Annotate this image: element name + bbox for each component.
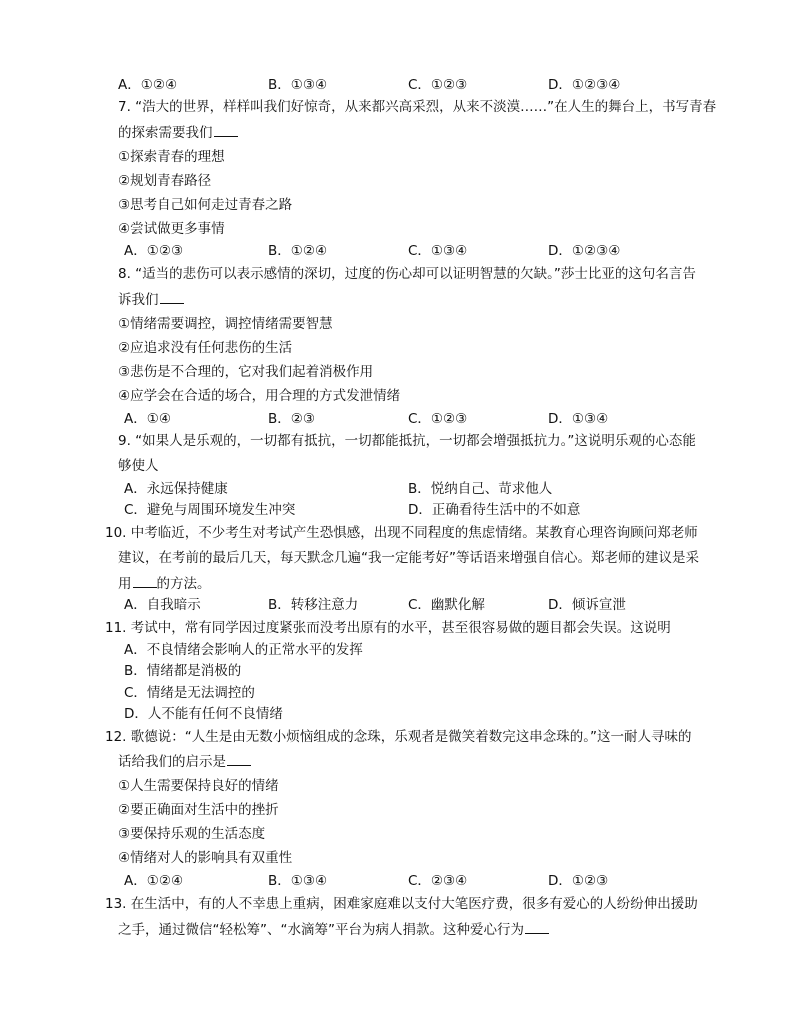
q12-item-3: ③要保持乐观的生活态度: [118, 826, 266, 842]
q11-option-c: C．情绪是无法调控的: [124, 685, 255, 701]
q7-item-2: ②规划青春路径: [118, 173, 212, 189]
q8-option-c: C．①②③: [408, 411, 468, 427]
q11-stem-line1: 11. 考试中，常有同学因过度紧张而没考出原有的水平，甚至很容易做的题目都会失误。这说明: [105, 620, 671, 636]
q8-stem-line2: 诉我们: [118, 290, 184, 309]
q7-option-d: D．①②③④: [548, 243, 621, 259]
q7-item-4: ④尝试做更多事情: [118, 221, 225, 237]
q10-option-c: C．幽默化解: [408, 597, 485, 613]
q6-option-b: B．①③④: [268, 77, 328, 93]
q8-option-a: A．①④: [124, 411, 171, 427]
q7-option-a: A．①②③: [124, 243, 184, 259]
q12-stem-line1: 12. 歌德说：“人生是由无数小烦恼组成的念珠，乐观者是微笑着数完这串念珠的。”这一耐人寻味的: [105, 729, 692, 745]
q9-stem-line1: 9. “如果人是乐观的，一切都有抵抗，一切都能抵抗，一切都会增强抵抗力。”这说明乐观的心态能: [118, 433, 696, 449]
q13-stem-line2: 之手，通过微信“轻松筹”、“水滴筹”平台为病人捐款。这种爱心行为: [118, 920, 549, 939]
q12-stem-line2: 话给我们的启示是: [118, 752, 251, 771]
answer-blank: [227, 752, 251, 766]
q10-option-a: A．自我暗示: [124, 597, 201, 613]
q8-item-4: ④应学会在合适的场合，用合理的方式发泄情绪: [118, 388, 401, 404]
q9-option-c: C．避免与周围环境发生冲突: [124, 502, 296, 518]
answer-blank: [133, 574, 157, 588]
q11-option-a: A．不良情绪会影响人的正常水平的发挥: [124, 642, 363, 658]
q7-stem-line1: 7. “浩大的世界，样样叫我们好惊奇，从来都兴高采烈，从来不淡漠……”在人生的舞台上，书写青春: [118, 99, 717, 115]
q8-item-1: ①情绪需要调控，调控情绪需要智慧: [118, 316, 333, 332]
q9-option-d: D．正确看待生活中的不如意: [408, 502, 581, 518]
q11-option-b: B．情绪都是消极的: [124, 663, 242, 679]
q9-stem-line2: 够使人: [118, 458, 159, 474]
q10-stem-line1: 10. 中考临近，不少考生对考试产生恐惧感，出现不同程度的焦虑情绪。某教育心理咨询顾问郑老师: [105, 525, 698, 541]
answer-blank: [214, 123, 238, 137]
q13-stem-line1: 13. 在生活中，有的人不幸患上重病，困难家庭难以支付大笔医疗费，很多有爱心的人纷纷伸出援助: [105, 896, 698, 912]
q12-option-c: C．②③④: [408, 873, 468, 889]
q10-option-d: D．倾诉宣泄: [548, 597, 626, 613]
q12-option-d: D．①②③: [548, 873, 609, 889]
q7-option-b: B．①②④: [268, 243, 328, 259]
q7-item-1: ①探索青春的理想: [118, 149, 225, 165]
q8-option-d: D．①③④: [548, 411, 609, 427]
answer-blank: [525, 920, 549, 934]
q8-item-3: ③悲伤是不合理的，它对我们起着消极作用: [118, 364, 374, 380]
q12-option-b: B．①③④: [268, 873, 328, 889]
q10-option-b: B．转移注意力: [268, 597, 359, 613]
q7-option-c: C．①③④: [408, 243, 468, 259]
q8-item-2: ②应追求没有任何悲伤的生活: [118, 340, 293, 356]
q6-option-d: D．①②③④: [548, 77, 621, 93]
answer-blank: [160, 290, 184, 304]
q6-option-a: A．①②④: [118, 77, 178, 93]
q9-option-a: A．永远保持健康: [124, 481, 228, 497]
q9-option-b: B．悦纳自己、苛求他人: [408, 481, 553, 497]
q8-stem-line1: 8. “适当的悲伤可以表示感情的深切，过度的伤心却可以证明智慧的欠缺。”莎士比亚的这句名言告: [118, 266, 696, 282]
q10-stem-line2: 建议，在考前的最后几天，每天默念几遍“我一定能考好”等话语来增强自信心。郑老师的建议是采: [118, 550, 699, 566]
q12-item-2: ②要正确面对生活中的挫折: [118, 802, 279, 818]
q8-option-b: B．②③: [268, 411, 315, 427]
q7-item-3: ③思考自己如何走过青春之路: [118, 197, 293, 213]
q11-option-d: D．人不能有任何不良情绪: [124, 706, 283, 722]
q12-item-1: ①人生需要保持良好的情绪: [118, 778, 279, 794]
q12-option-a: A．①②④: [124, 873, 184, 889]
q10-stem-line3: 用 的方法。: [118, 576, 211, 592]
q12-item-4: ④情绪对人的影响具有双重性: [118, 850, 293, 866]
q7-stem-line2: 的探索需要我们: [118, 123, 238, 142]
q6-option-c: C．①②③: [408, 77, 468, 93]
